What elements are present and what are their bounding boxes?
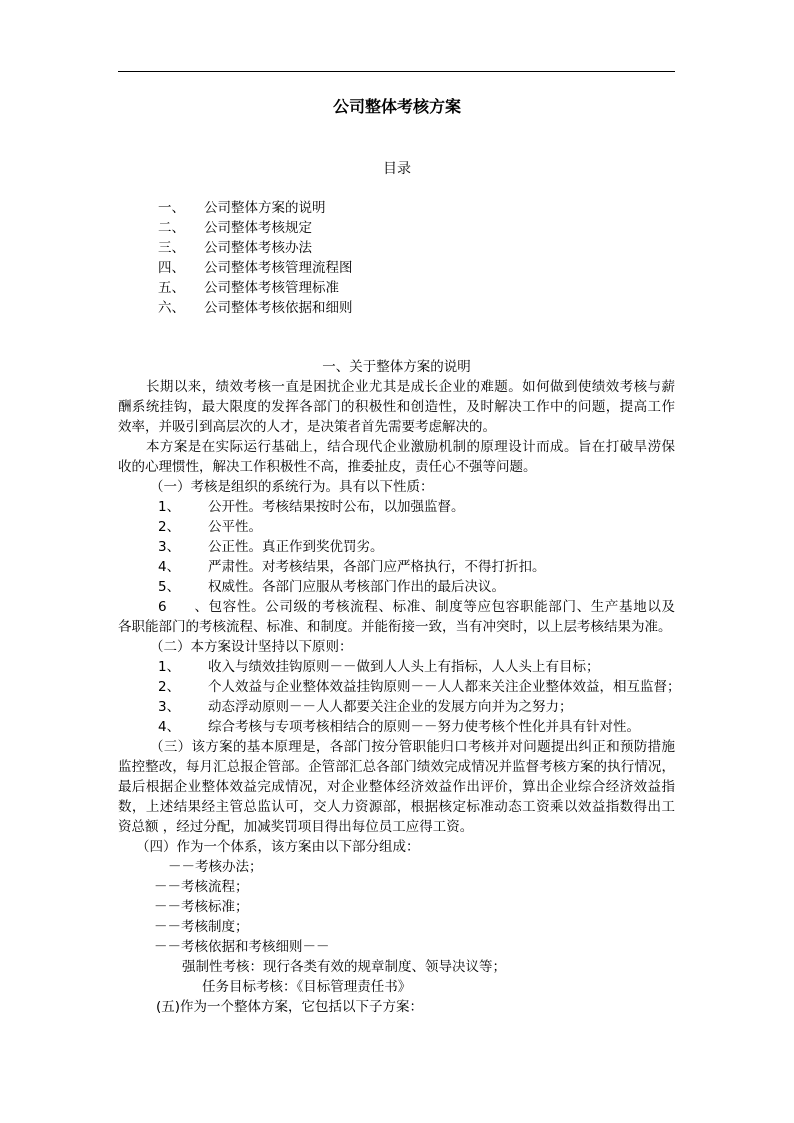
- paragraph-line: （三）该方案的基本原理是，各部门按分管职能归口考核并对问题提出纠正和预防措施: [150, 739, 675, 755]
- paragraph-line: 效率，并吸引到高层次的人才，是决策者首先需要考虑解决的。: [118, 419, 496, 435]
- list-item: [118, 537, 675, 557]
- list-item-number: 1、: [158, 659, 181, 675]
- list-item-text: 权威性。各部门应服从考核部门作出的最后决议。: [208, 579, 505, 595]
- paragraph-line: 收的心理惯性，解决工作积极性不高，推委扯皮，责任心不强等问题。: [118, 459, 537, 475]
- toc-item-text: 公司整体方案的说明: [204, 200, 326, 216]
- list-item-number: 2、: [158, 519, 181, 535]
- paragraph-line: 数，上述结果经主管总监认可，交人力资源部，根据核定标准动态工资乘以效益指数得出工: [118, 799, 675, 815]
- paragraph-line: 本方案是在实际运行基础上，结合现代企业激励机制的原理设计而成。旨在打破旱涝保: [146, 439, 675, 455]
- list-item-text: 综合考核与专项考核相结合的原则－－努力使考核个性化并具有针对性。: [208, 719, 640, 735]
- list-item-text: 公正性。真正作到奖优罚劣。: [208, 539, 384, 555]
- toc-item: [158, 218, 353, 238]
- list-item: －－考核流程；: [154, 879, 249, 895]
- toc-item-number: 一、: [158, 200, 185, 216]
- section-heading: 一、关于整体方案的说明: [322, 359, 471, 375]
- paragraph-line: 资总额 ，经过分配，加减奖罚项目得出每位员工应得工资。: [118, 819, 474, 835]
- header-rule: [118, 71, 675, 72]
- toc-item-number: 四、: [158, 260, 185, 276]
- paragraph-line: 各职能部门的考核流程、标准、和制度。并能衔接一致，当有冲突时，以上层考核结果为准。: [118, 619, 672, 635]
- toc-item: [158, 238, 353, 258]
- toc-heading: 目录: [383, 161, 411, 177]
- list-item: [118, 497, 675, 517]
- list-item: [118, 697, 675, 717]
- list-item-text: 公开性。考核结果按时公布，以加强监督。: [208, 499, 465, 515]
- list-item: [118, 677, 681, 697]
- toc-item: [158, 258, 353, 278]
- sub-item: 强制性考核：现行各类有效的规章制度、领导决议等；: [182, 959, 506, 975]
- list-item: [118, 557, 675, 577]
- list-item-number: 3、: [158, 699, 181, 715]
- list-item-number: 6、: [158, 599, 208, 615]
- toc-item-number: 三、: [158, 240, 185, 256]
- subsection-heading: （四）作为一个体系，该方案由以下部分组成：: [136, 839, 420, 855]
- toc-item: [158, 278, 353, 298]
- toc-item: [158, 198, 353, 218]
- paragraph-line: 监控整改，每月汇总报企管部。企管部汇总各部门绩效完成情况并监督考核方案的执行情况，: [118, 759, 675, 775]
- list-item-text: 动态浮动原则－－人人都要关注企业的发展方向并为之努力；: [208, 699, 573, 715]
- list-item: －－考核标准；: [154, 899, 249, 915]
- list-item: [118, 517, 675, 537]
- paragraph-line: 酬系统挂钩，最大限度的发挥各部门的积极性和创造性，及时解决工作中的问题，提高工作: [118, 399, 675, 415]
- list-item: [118, 577, 675, 597]
- document-title: 公司整体考核方案: [332, 97, 461, 116]
- sub-item: 任务目标考核：《目标管理责任书》: [202, 979, 412, 995]
- toc-item-number: 二、: [158, 220, 185, 236]
- list-item-text: 个人效益与企业整体效益挂钩原则－－人人都来关注企业整体效益，相互监督；: [208, 679, 681, 695]
- list-item-text: 收入与绩效挂钩原则－－做到人人头上有指标，人人头上有目标；: [208, 659, 600, 675]
- toc-item-text: 公司整体考核依据和细则: [204, 300, 353, 316]
- toc-item-text: 公司整体考核规定: [204, 220, 312, 236]
- subsection-heading: （一）考核是组织的系统行为。具有以下性质：: [150, 479, 434, 495]
- list-item-number: 4、: [158, 719, 181, 735]
- toc-item-text: 公司整体考核管理流程图: [204, 260, 353, 276]
- table-of-contents: [158, 198, 353, 318]
- toc-item-number: 六、: [158, 300, 185, 316]
- toc-item-number: 五、: [158, 280, 185, 296]
- list-item-text: 严肃性。对考核结果，各部门应严格执行，不得打折扣。: [208, 559, 546, 575]
- list-item-text: 公平性。: [208, 519, 262, 535]
- toc-item-text: 公司整体考核管理标准: [204, 280, 339, 296]
- toc-item: [158, 298, 353, 318]
- toc-item-text: 公司整体考核办法: [204, 240, 312, 256]
- paragraph-line: 最后根据企业整体效益完成情况，对企业整体经济效益作出评价，算出企业综合经济效益指: [118, 779, 675, 795]
- list-item-number: 2、: [158, 679, 181, 695]
- paragraph-line: 长期以来，绩效考核一直是困扰企业尤其是成长企业的难题。如何做到使绩效考核与薪: [146, 379, 675, 395]
- list-item: －－考核办法；: [168, 859, 263, 875]
- list-item: [118, 597, 675, 617]
- list-item: [118, 717, 675, 737]
- subsection-heading: （二）本方案设计坚持以下原则：: [150, 639, 353, 655]
- list-item: [118, 657, 675, 677]
- list-item-number: 1、: [158, 499, 181, 515]
- subsection-heading: (五)作为一个整体方案，它包括以下子方案：: [156, 999, 424, 1015]
- list-item: －－考核依据和考核细则－－: [154, 939, 330, 955]
- list-item-number: 5、: [158, 579, 181, 595]
- list-item: －－考核制度；: [154, 919, 249, 935]
- list-item-number: 4、: [158, 559, 181, 575]
- list-item-text: 包容性。公司级的考核流程、标准、制度等应包容职能部门、生产基地以及: [208, 599, 675, 615]
- document-body: [118, 357, 681, 1017]
- list-item-number: 3、: [158, 539, 181, 555]
